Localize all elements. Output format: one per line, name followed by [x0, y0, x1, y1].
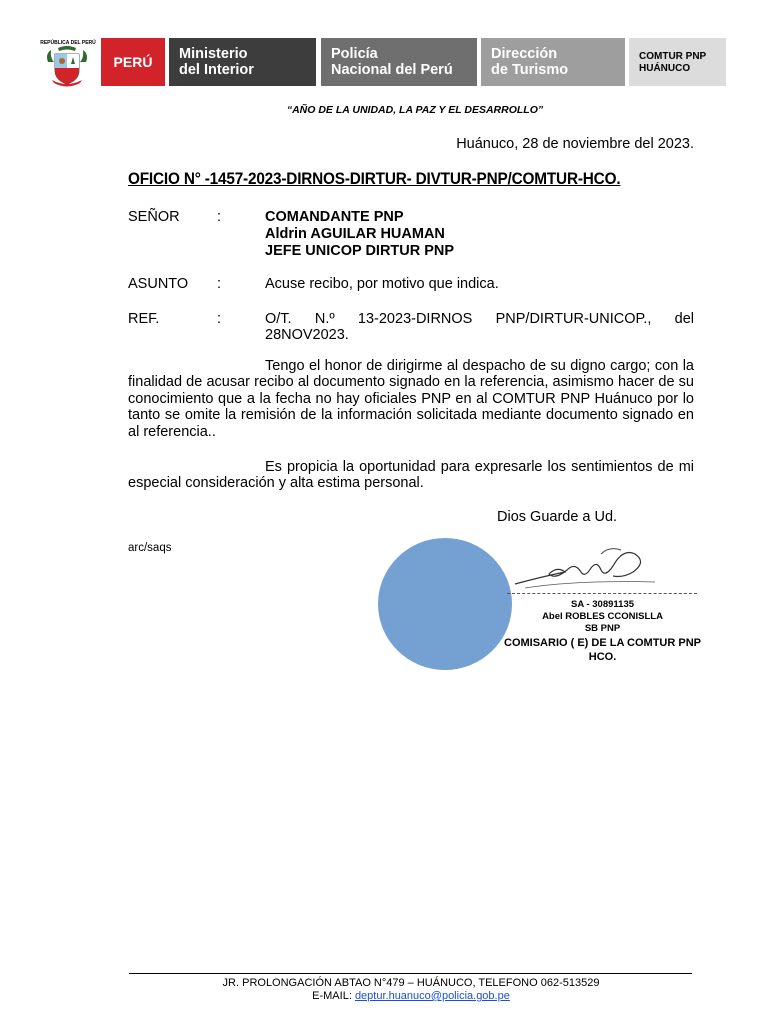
- ref-label: REF.: [128, 311, 160, 327]
- asunto-label: ASUNTO: [128, 276, 189, 292]
- header-policia-line1: Policía: [331, 46, 378, 62]
- body-paragraph-2-text: Es propicia la oportunidad para expresarle los sentimientos de mi especial consideración y alta estima personal.: [128, 459, 694, 492]
- recipient-line3: JEFE UNICOP DIRTUR PNP: [265, 243, 455, 259]
- signature-line: [507, 593, 697, 594]
- senor-colon: :: [217, 209, 222, 225]
- header-comtur-block: [629, 38, 726, 86]
- body-paragraph-2: [128, 459, 694, 492]
- recipient-line2: Aldrin AGUILAR HUAMAN: [265, 226, 445, 242]
- signer-id: SA - 30891135: [570, 599, 635, 610]
- header-policia-block: [321, 38, 477, 86]
- ref-value-line1: O/T. N.º 13-2023-DIRNOS PNP/DIRTUR-UNICOP., del: [265, 311, 694, 327]
- senor-label: SEÑOR: [128, 209, 180, 225]
- header-comtur-line1: COMTUR PNP: [639, 51, 707, 62]
- body-paragraph-1-text: Tengo el honor de dirigirme al despacho de su digno cargo; con la finalidad de acusar recibo al documento signado en la referencia, asimismo hacer de su conocimiento que a la fecha no hay oficiales PNP en al COMTUR PNP Huánuco por lo tanto se omite la remisión de la información solicitada mediante documento signado en al referencia..: [128, 358, 694, 440]
- asunto-colon: :: [217, 276, 222, 292]
- header-peru-block: PERÚ: [101, 38, 165, 86]
- signer-title-line1: COMISARIO ( E) DE LA COMTUR PNP: [504, 637, 701, 649]
- header-direccion-block: [481, 38, 625, 86]
- body-paragraph-1: [128, 358, 694, 440]
- header-comtur-line2: HUÁNUCO: [639, 63, 691, 74]
- header-policia-line2: Nacional del Perú: [331, 62, 453, 78]
- signer-title-line2: HCO.: [588, 651, 617, 663]
- document-date: Huánuco, 28 de noviembre del 2023.: [456, 136, 694, 152]
- ref-colon: :: [217, 311, 222, 327]
- header-direccion-line1: Dirección: [491, 46, 558, 62]
- reference-initials: arc/saqs: [128, 542, 172, 554]
- footer-divider: [129, 973, 692, 974]
- official-seal: [378, 538, 512, 670]
- ref-value-line2: 28NOV2023.: [265, 327, 349, 343]
- signer-rank: SB PNP: [584, 623, 621, 634]
- oficio-number: OFICIO N° -1457-2023-DIRNOS-DIRTUR- DIVTUR-PNP/COMTUR-HCO.: [128, 170, 621, 188]
- footer-email-row: [0, 990, 768, 1002]
- asunto-value: Acuse recibo, por motivo que indica.: [265, 276, 499, 292]
- recipient-line1: COMANDANTE PNP: [265, 209, 404, 225]
- signer-name: Abel ROBLES CCONISLLA: [542, 611, 663, 622]
- header-ministerio-block: [169, 38, 316, 86]
- footer-address: JR. PROLONGACIÓN ABTAO N°479 – HUÁNUCO, TELEFONO 062-513529: [222, 977, 600, 989]
- year-motto: “AÑO DE LA UNIDAD, LA PAZ Y EL DESARROLLO”: [286, 104, 544, 116]
- footer-email-label: E-MAIL:: [312, 990, 355, 1002]
- coat-of-arms-icon: [42, 40, 92, 90]
- handwritten-signature: [505, 542, 665, 594]
- closing-greeting: Dios Guarde a Ud.: [497, 509, 618, 525]
- header-ministerio-line1: Ministerio: [179, 46, 248, 62]
- footer-email-link[interactable]: deptur.huanuco@policia.gob.pe: [354, 990, 510, 1002]
- header-direccion-line2: de Turismo: [491, 62, 569, 78]
- coat-of-arms-caption: REPÚBLICA DEL PERÚ: [40, 40, 96, 46]
- header-ministerio-line2: del Interior: [179, 62, 254, 78]
